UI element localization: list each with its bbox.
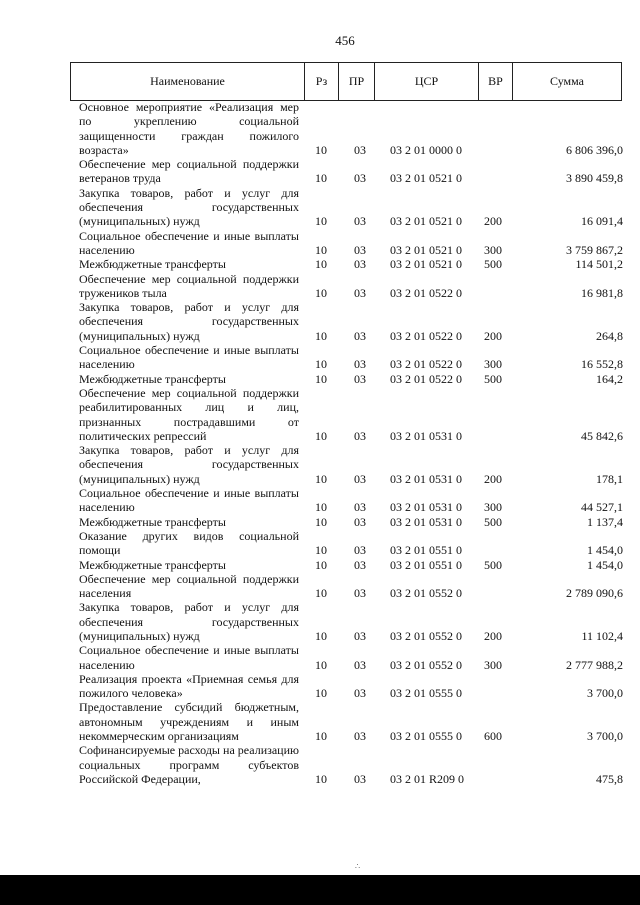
- row-csr: 03 2 01 0531 0: [390, 428, 462, 443]
- row-csr: 03 2 01 0522 0: [390, 328, 462, 343]
- row-csr: 03 2 01 0531 0: [390, 514, 462, 529]
- row-vr: 500: [484, 257, 502, 272]
- table-row: [79, 743, 623, 786]
- row-rz: 10: [315, 657, 327, 672]
- row-vr: 300: [484, 357, 502, 372]
- row-vr: 200: [484, 328, 502, 343]
- row-sum: 16 091,4: [581, 214, 623, 229]
- row-name: Оказание других видов социальной помощи: [79, 528, 299, 558]
- row-csr: 03 2 01 0521 0: [390, 242, 462, 257]
- row-rz: 10: [315, 771, 327, 786]
- row-name: Софинансируемые расходы на реализацию социальных программ субъектов Российской Федерации,: [79, 743, 299, 786]
- row-pr: 03: [354, 686, 366, 701]
- row-csr: 03 2 01 0552 0: [390, 586, 462, 601]
- column-header-rz: Рз: [305, 63, 339, 100]
- row-name: Обеспечение мер социальной поддержки тружеников тыла: [79, 271, 299, 300]
- row-csr: 03 2 01 0522 0: [390, 285, 462, 300]
- row-csr: 03 2 01 0551 0: [390, 557, 462, 572]
- table-row: [79, 672, 623, 701]
- table-row: [79, 257, 623, 271]
- column-header-csr: ЦСР: [375, 63, 479, 100]
- row-pr: 03: [354, 371, 366, 386]
- row-sum: 3 759 867,2: [566, 242, 623, 257]
- row-rz: 10: [315, 214, 327, 229]
- row-name: Предоставление субсидий бюджетным, автономным учреждениям и иным некоммерческим организациям: [79, 700, 299, 744]
- row-rz: 10: [315, 471, 327, 486]
- row-vr: 300: [484, 657, 502, 672]
- row-rz: 10: [315, 586, 327, 601]
- row-sum: 178,1: [596, 471, 623, 486]
- row-sum: 475,8: [596, 771, 623, 786]
- row-csr: 03 2 01 0521 0: [390, 257, 462, 272]
- row-sum: 3 700,0: [587, 686, 623, 701]
- row-csr: 03 2 01 0555 0: [390, 729, 462, 744]
- row-sum: 44 527,1: [581, 500, 623, 515]
- table-row: [79, 372, 623, 386]
- row-rz: 10: [315, 428, 327, 443]
- row-name: Межбюджетные трансферты: [79, 257, 226, 272]
- row-name: Основное мероприятие «Реализация мер по укреплению социальной защищенности граждан пожилого возраста»: [79, 100, 299, 157]
- row-vr: 300: [484, 242, 502, 257]
- row-pr: 03: [354, 628, 366, 643]
- row-rz: 10: [315, 285, 327, 300]
- row-sum: 6 806 396,0: [566, 142, 623, 157]
- row-rz: 10: [315, 514, 327, 529]
- row-pr: 03: [354, 771, 366, 786]
- page-number: 456: [335, 33, 355, 48]
- table-row: [79, 300, 623, 343]
- row-rz: 10: [315, 628, 327, 643]
- row-name: Закупка товаров, работ и услуг для обеспечения государственных (муниципальных) нужд: [79, 300, 299, 343]
- table-row: [79, 443, 623, 486]
- row-sum: 2 789 090,6: [566, 586, 623, 601]
- row-csr: 03 2 01 0552 0: [390, 657, 462, 672]
- row-pr: 03: [354, 586, 366, 601]
- row-csr: 03 2 01 R209 0: [390, 771, 465, 786]
- row-rz: 10: [315, 357, 327, 372]
- table-row: [79, 643, 623, 672]
- table-header: [70, 62, 622, 101]
- row-sum: 16 981,8: [581, 285, 623, 300]
- table-row: [79, 515, 623, 529]
- row-name: Обеспечение мер социальной поддержки реабилитированных лиц и лиц, признанных пострадавшими от политических репрессий: [79, 385, 299, 443]
- row-vr: 600: [484, 729, 502, 744]
- table-row: [79, 343, 623, 372]
- row-rz: 10: [315, 328, 327, 343]
- row-name: Межбюджетные трансферты: [79, 557, 226, 572]
- table-row: [79, 100, 623, 157]
- table-row: [79, 572, 623, 601]
- table-row: [79, 700, 623, 743]
- row-csr: 03 2 01 0552 0: [390, 628, 462, 643]
- row-rz: 10: [315, 500, 327, 515]
- row-csr: 03 2 01 0555 0: [390, 686, 462, 701]
- row-name: Социальное обеспечение и иные выплаты населению: [79, 343, 299, 372]
- row-name: Закупка товаров, работ и услуг для обеспечения государственных (муниципальных) нужд: [79, 443, 299, 486]
- row-pr: 03: [354, 285, 366, 300]
- table-row: [79, 386, 623, 443]
- row-pr: 03: [354, 543, 366, 558]
- row-name: Обеспечение мер социальной поддержки населения: [79, 571, 299, 601]
- row-sum: 2 777 988,2: [566, 657, 623, 672]
- row-pr: 03: [354, 500, 366, 515]
- row-vr: 200: [484, 214, 502, 229]
- row-name: Межбюджетные трансферты: [79, 371, 226, 386]
- row-vr: 500: [484, 557, 502, 572]
- column-header-vr: ВР: [479, 63, 513, 100]
- row-pr: 03: [354, 729, 366, 744]
- table-body: [79, 100, 623, 786]
- row-sum: 164,2: [596, 371, 623, 386]
- row-sum: 45 842,6: [581, 428, 623, 443]
- row-pr: 03: [354, 142, 366, 157]
- table-row: [79, 600, 623, 643]
- row-rz: 10: [315, 171, 327, 186]
- row-vr: 300: [484, 500, 502, 515]
- table-row: [79, 186, 623, 229]
- column-header-name: Наименование: [71, 63, 305, 100]
- row-pr: 03: [354, 471, 366, 486]
- row-rz: 10: [315, 557, 327, 572]
- row-csr: 03 2 01 0531 0: [390, 471, 462, 486]
- row-name: Межбюджетные трансферты: [79, 514, 226, 529]
- row-sum: 114 501,2: [575, 257, 623, 272]
- row-csr: 03 2 01 0551 0: [390, 543, 462, 558]
- row-sum: 3 890 459,8: [566, 171, 623, 186]
- row-pr: 03: [354, 357, 366, 372]
- column-header-sum: Сумма: [550, 74, 584, 88]
- row-vr: 200: [484, 471, 502, 486]
- row-sum: 1 137,4: [587, 514, 623, 529]
- row-sum: 264,8: [596, 328, 623, 343]
- row-sum: 11 102,4: [581, 628, 623, 643]
- row-pr: 03: [354, 557, 366, 572]
- row-rz: 10: [315, 543, 327, 558]
- row-csr: 03 2 01 0522 0: [390, 357, 462, 372]
- row-sum: 1 454,0: [587, 557, 623, 572]
- row-vr: 500: [484, 371, 502, 386]
- row-name: Социальное обеспечение и иные выплаты населению: [79, 486, 299, 515]
- row-pr: 03: [354, 428, 366, 443]
- row-csr: 03 2 01 0531 0: [390, 500, 462, 515]
- table-row: [79, 558, 623, 572]
- row-pr: 03: [354, 171, 366, 186]
- row-csr: 03 2 01 0522 0: [390, 371, 462, 386]
- row-pr: 03: [354, 514, 366, 529]
- table-row: [79, 486, 623, 515]
- row-pr: 03: [354, 214, 366, 229]
- row-name: Реализация проекта «Приемная семья для пожилого человека»: [79, 671, 299, 701]
- row-pr: 03: [354, 257, 366, 272]
- column-header-pr: ПР: [339, 63, 375, 100]
- row-csr: 03 2 01 0521 0: [390, 171, 462, 186]
- row-csr: 03 2 01 0521 0: [390, 214, 462, 229]
- row-csr: 03 2 01 0000 0: [390, 142, 462, 157]
- table-row: [79, 157, 623, 186]
- row-rz: 10: [315, 729, 327, 744]
- row-sum: 3 700,0: [587, 729, 623, 744]
- row-name: Закупка товаров, работ и услуг для обеспечения государственных (муниципальных) нужд: [79, 185, 299, 229]
- row-name: Закупка товаров, работ и услуг для обеспечения государственных (муниципальных) нужд: [79, 600, 299, 643]
- row-rz: 10: [315, 242, 327, 257]
- row-pr: 03: [354, 242, 366, 257]
- scan-bottom-border: [0, 875, 640, 905]
- row-sum: 1 454,0: [587, 543, 623, 558]
- row-name: Социальное обеспечение и иные выплаты населению: [79, 643, 299, 672]
- scan-speck: ∴: [355, 862, 361, 871]
- row-sum: 16 552,8: [581, 357, 623, 372]
- row-rz: 10: [315, 686, 327, 701]
- table-row: [79, 529, 623, 558]
- row-name: Обеспечение мер социальной поддержки ветеранов труда: [79, 157, 299, 186]
- row-rz: 10: [315, 371, 327, 386]
- table-row: [79, 272, 623, 301]
- row-pr: 03: [354, 657, 366, 672]
- row-rz: 10: [315, 257, 327, 272]
- row-rz: 10: [315, 142, 327, 157]
- row-vr: 500: [484, 514, 502, 529]
- table-row: [79, 229, 623, 258]
- row-vr: 200: [484, 628, 502, 643]
- row-name: Социальное обеспечение и иные выплаты населению: [79, 228, 299, 257]
- row-pr: 03: [354, 328, 366, 343]
